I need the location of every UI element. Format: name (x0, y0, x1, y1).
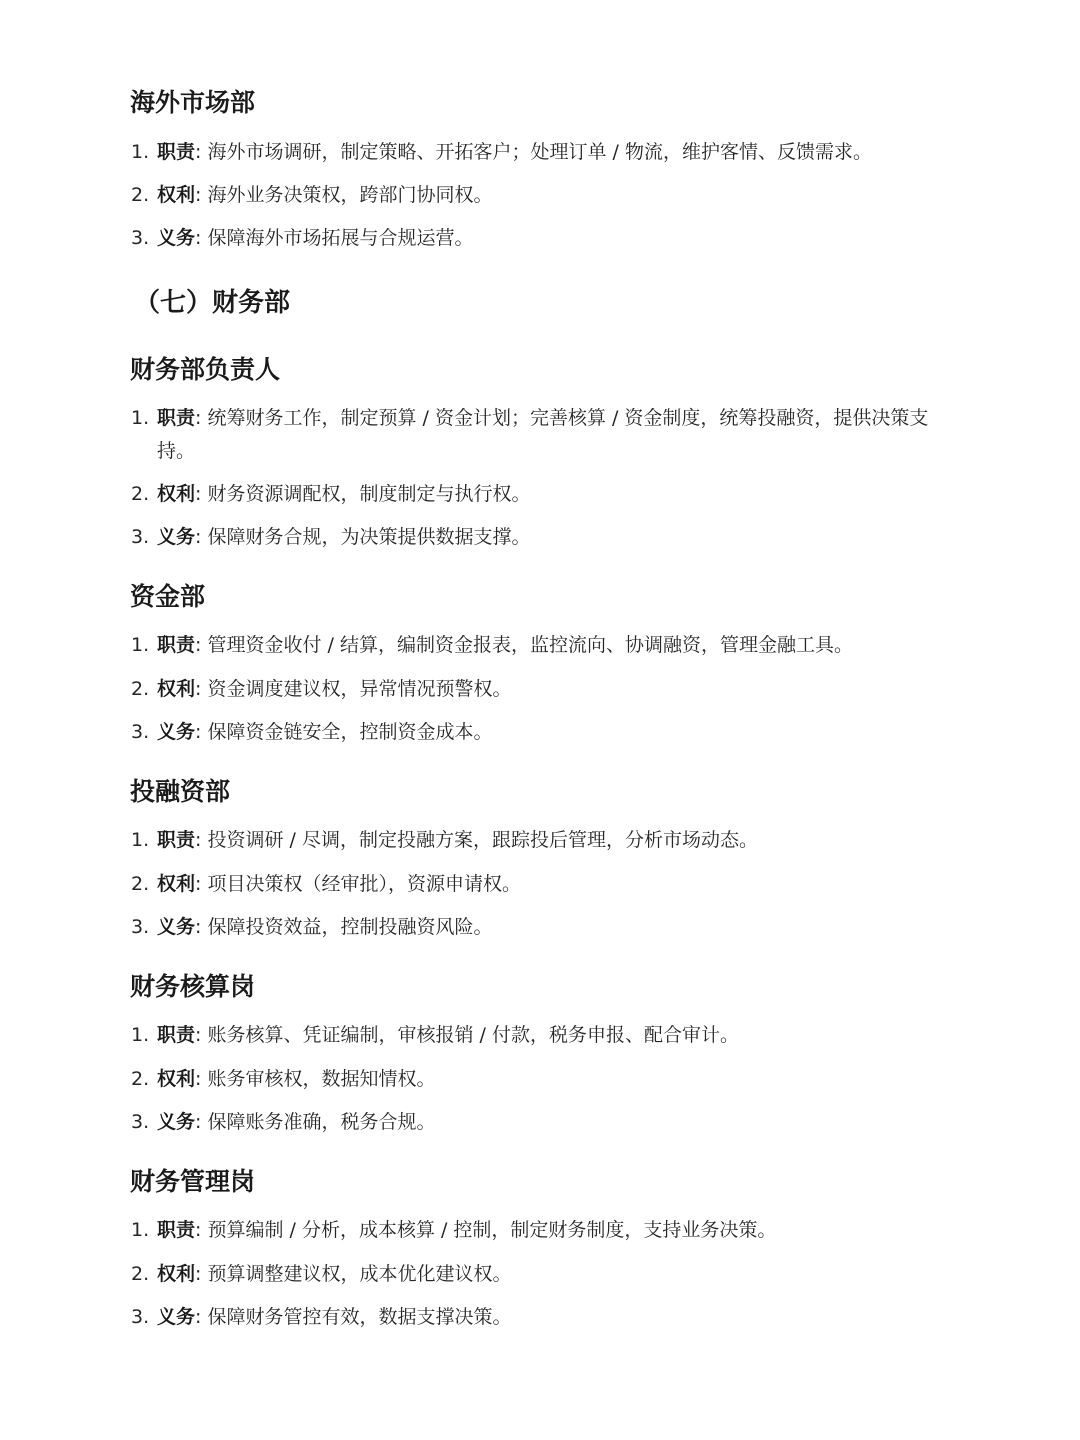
item-label: 职责 (157, 407, 196, 429)
item-number: 2. (131, 1068, 150, 1090)
item-separator: : (195, 141, 208, 163)
chapter-heading-finance: （七）财务部 (134, 288, 291, 318)
item-number: 2. (131, 873, 150, 895)
item-label: 义务 (157, 916, 196, 938)
list-item-duty (131, 136, 961, 169)
item-separator: : (195, 1111, 208, 1133)
item-separator: : (195, 873, 208, 895)
item-number: 1. (131, 1024, 150, 1046)
item-number: 3. (131, 1111, 150, 1133)
item-text: 预算编制 / 分析，成本核算 / 控制，制定财务制度，支持业务决策。 (207, 1219, 777, 1241)
item-label: 权利 (157, 873, 196, 895)
item-label: 职责 (157, 829, 196, 851)
list-item-obligation (131, 222, 961, 255)
item-number: 1. (131, 407, 150, 429)
item-text: 投资调研 / 尽调，制定投融方案，跟踪投后管理，分析市场动态。 (207, 829, 758, 851)
item-separator: : (195, 678, 208, 700)
item-separator: : (195, 526, 208, 548)
item-separator: : (195, 916, 208, 938)
list-item-duty (131, 824, 961, 857)
item-text: 保障海外市场拓展与合规运营。 (207, 227, 474, 249)
item-separator: : (195, 1306, 208, 1328)
item-label: 义务 (157, 227, 196, 249)
list-item-duty (131, 629, 961, 662)
item-label: 权利 (157, 1263, 196, 1285)
item-number: 2. (131, 1263, 150, 1285)
item-number: 3. (131, 916, 150, 938)
list-item-right (131, 1258, 961, 1291)
section-heading-overseas-market: 海外市场部 (130, 88, 256, 117)
item-text: 保障财务管控有效，数据支撑决策。 (207, 1306, 512, 1328)
item-number: 1. (131, 634, 150, 656)
list-item-obligation (131, 521, 961, 554)
item-text: 预算调整建议权，成本优化建议权。 (207, 1263, 512, 1285)
list-item-right (131, 179, 961, 212)
item-number: 1. (131, 829, 150, 851)
item-number: 2. (131, 483, 150, 505)
item-separator: : (195, 483, 208, 505)
item-label: 义务 (157, 526, 196, 548)
item-text: 海外业务决策权，跨部门协同权。 (207, 184, 493, 206)
section-heading-management-post: 财务管理岗 (130, 1167, 256, 1196)
list-item-obligation (131, 1301, 961, 1334)
item-separator: : (195, 1263, 208, 1285)
item-separator: : (195, 1219, 208, 1241)
item-separator: : (195, 721, 208, 743)
item-separator: : (195, 184, 208, 206)
item-label: 权利 (157, 678, 196, 700)
item-number: 2. (131, 184, 150, 206)
section-heading-finance-head: 财务部负责人 (130, 355, 281, 384)
item-text: 项目决策权（经审批），资源申请权。 (207, 873, 521, 895)
item-separator: : (195, 634, 208, 656)
list-item-obligation (131, 1106, 961, 1139)
item-number: 3. (131, 227, 150, 249)
list-item-right (131, 478, 961, 511)
list-item-duty (131, 1019, 961, 1052)
item-separator: : (195, 829, 208, 851)
item-text: 海外市场调研，制定策略、开拓客户；处理订单 / 物流，维护客情、反馈需求。 (207, 141, 872, 163)
item-label: 权利 (157, 1068, 196, 1090)
item-text: 保障财务合规，为决策提供数据支撑。 (207, 526, 531, 548)
item-number: 2. (131, 678, 150, 700)
item-label: 义务 (157, 1111, 196, 1133)
item-text: 管理资金收付 / 结算，编制资金报表，监控流向、协调融资，管理金融工具。 (207, 634, 853, 656)
item-number: 3. (131, 526, 150, 548)
item-text: 账务审核权，数据知情权。 (207, 1068, 436, 1090)
item-separator: : (195, 407, 208, 429)
item-number: 1. (131, 1219, 150, 1241)
item-label: 义务 (157, 1306, 196, 1328)
item-text: 账务核算、凭证编制，审核报销 / 付款，税务申报、配合审计。 (207, 1024, 739, 1046)
section-heading-treasury: 资金部 (130, 582, 206, 611)
item-label: 义务 (157, 721, 196, 743)
item-label: 职责 (157, 141, 196, 163)
item-number: 3. (131, 1306, 150, 1328)
list-item-right (131, 1063, 961, 1096)
item-separator: : (195, 1068, 208, 1090)
item-text: 统筹财务工作，制定预算 / 资金计划；完善核算 / 资金制度，统筹投融资，提供决策支持。 (157, 407, 929, 462)
item-label: 权利 (157, 184, 196, 206)
item-number: 3. (131, 721, 150, 743)
list-item-duty (131, 1214, 961, 1247)
item-number: 1. (131, 141, 150, 163)
item-text: 资金调度建议权，异常情况预警权。 (207, 678, 512, 700)
item-label: 权利 (157, 483, 196, 505)
item-separator: : (195, 1024, 208, 1046)
item-label: 职责 (157, 1219, 196, 1241)
list-item-obligation (131, 716, 961, 749)
item-label: 职责 (157, 634, 196, 656)
list-item-right (131, 673, 961, 706)
list-item-obligation (131, 911, 961, 944)
item-text: 保障资金链安全，控制资金成本。 (207, 721, 493, 743)
item-text: 保障账务准确，税务合规。 (207, 1111, 436, 1133)
section-heading-investment: 投融资部 (130, 777, 231, 806)
item-separator: : (195, 227, 208, 249)
section-heading-accounting-post: 财务核算岗 (130, 972, 256, 1001)
item-text: 财务资源调配权，制度制定与执行权。 (207, 483, 531, 505)
item-label: 职责 (157, 1024, 196, 1046)
list-item-right (131, 868, 961, 901)
item-text: 保障投资效益，控制投融资风险。 (207, 916, 493, 938)
list-item-duty (131, 402, 961, 468)
